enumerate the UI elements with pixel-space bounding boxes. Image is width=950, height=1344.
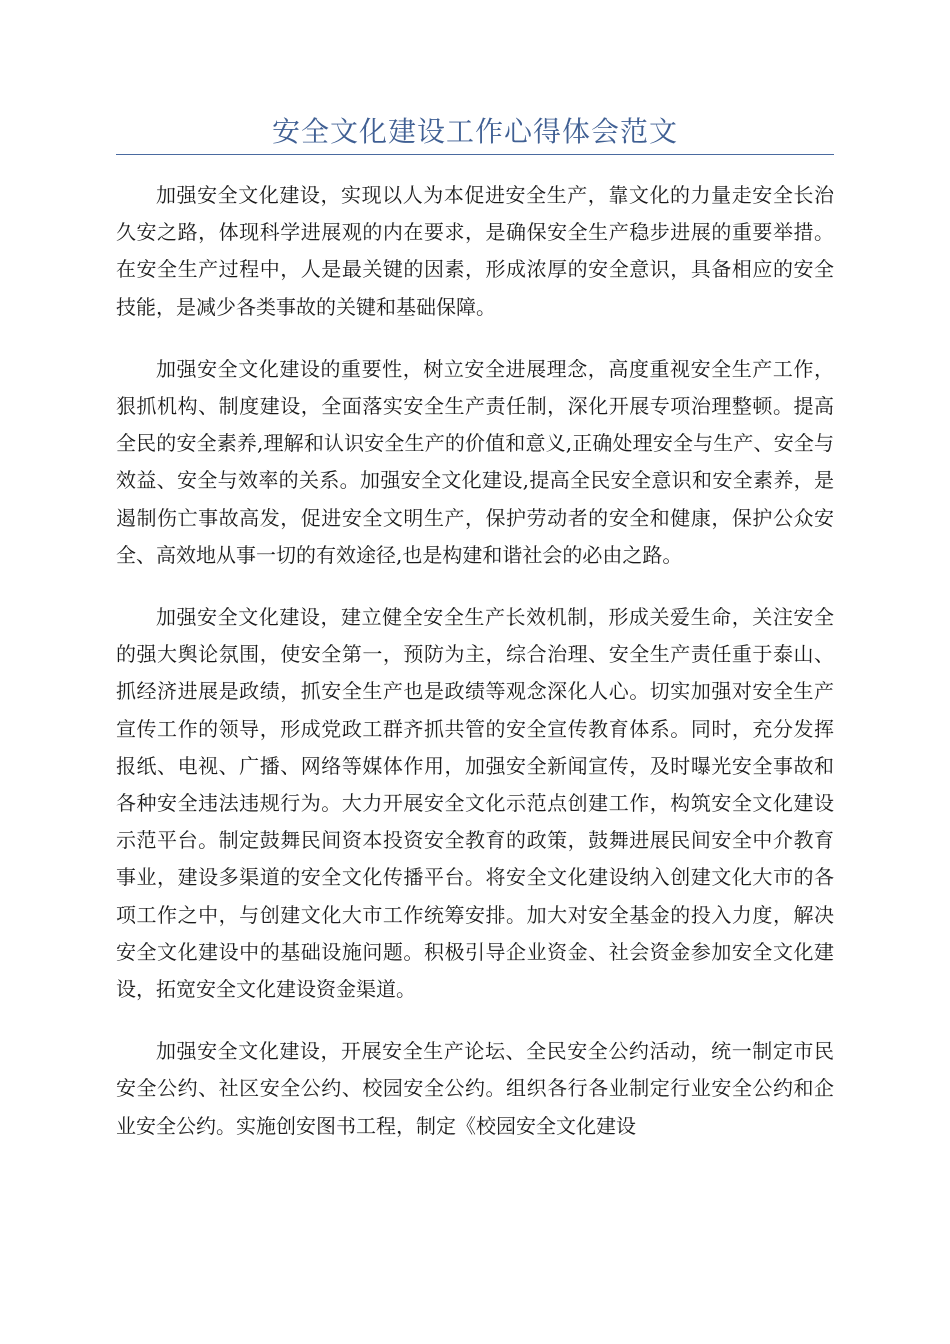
paragraph-1: 加强安全文化建设，实现以人为本促进安全生产，靠文化的力量走安全长治久安之路，体现科学进展观的内在要求，是确保安全生产稳步进展的重要举措。在安全生产过程中，人是最关键的因素，形成浓厚的安全意识，具备相应的安全技能，是减少各类事故的关键和基础保障。 [116, 183, 834, 319]
paragraph-4: 加强安全文化建设，开展安全生产论坛、全民安全公约活动，统一制定市民安全公约、社区安全公约、校园安全公约。组织各行各业制定行业安全公约和企业安全公约。实施创安图书工程，制定《校园安全文化建设 [116, 1039, 834, 1138]
title-underline [116, 154, 834, 155]
paragraph-3: 加强安全文化建设，建立健全安全生产长效机制，形成关爱生命，关注安全的强大舆论氛围，使安全第一，预防为主，综合治理、安全生产责任重于泰山、抓经济进展是政绩，抓安全生产也是政绩等观念深化人心。切实加强对安全生产宣传工作的领导，形成党政工群齐抓共管的安全宣传教育体系。同时，充分发挥报纸、电视、广播、网络等媒体作用，加强安全新闻宣传，及时曝光安全事故和各种安全违法违规行为。大力开展安全文化示范点创建工作，构筑安全文化建设示范平台。制定鼓舞民间资本投资安全教育的政策，鼓舞进展民间安全中介教育事业，建设多渠道的安全文化传播平台。将安全文化建设纳入创建文化大市的各项工作之中，与创建文化大市工作统筹安排。加大对安全基金的投入力度，解决安全文化建设中的基础设施问题。积极引导企业资金、社会资金参加安全文化建设，拓宽安全文化建设资金渠道。 [116, 605, 834, 1002]
paragraph-2: 加强安全文化建设的重要性，树立安全进展理念，高度重视安全生产工作，狠抓机构、制度建设，全面落实安全生产责任制，深化开展专项治理整顿。提高全民的安全素养,理解和认识安全生产的价值和意义,正确处理安全与生产、安全与效益、安全与效率的关系。加强安全文化建设,提高全民安全意识和安全素养，是遏制伤亡事故高发，促进安全文明生产，保护劳动者的安全和健康，保护公众安全、高效地从事一切的有效途径,也是构建和谐社会的必由之路。 [116, 356, 834, 567]
document-body [116, 177, 834, 1170]
document-title: 安全文化建设工作心得体会范文 [271, 115, 678, 148]
